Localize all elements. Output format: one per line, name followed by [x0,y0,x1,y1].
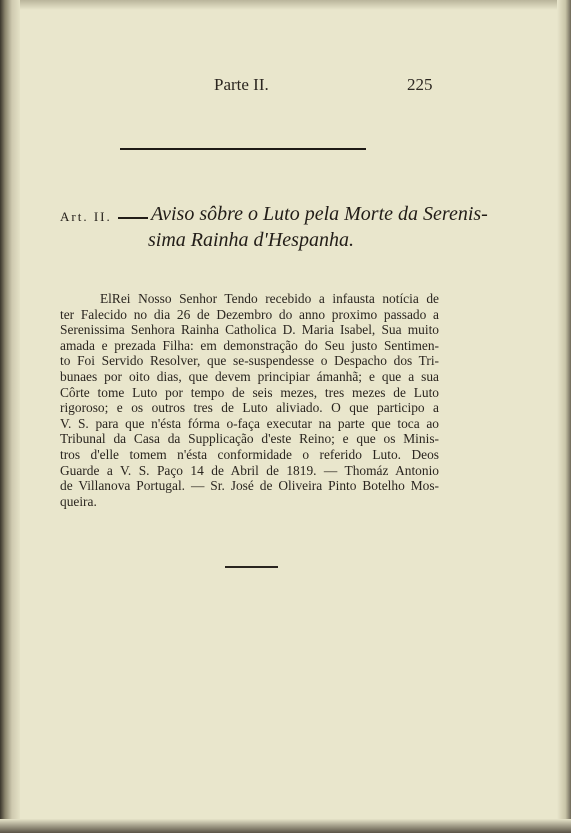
page-top-edge [20,0,571,10]
closing-rule [225,566,278,568]
page-bottom-edge [0,819,571,833]
article-label: Art. II. [60,209,112,224]
part-heading: Parte II. [214,75,269,94]
body-paragraph [60,291,439,509]
body-line: tros d'elle tomem n'ésta conformidade o referido Luto. Deos [60,446,439,462]
body-line: bunaes por oito dias, que devem principiar ámanhã; e que a sua [60,368,439,384]
body-line: de Villanova Portugal. — Sr. José de Oliveira Pinto Botelho Mos- [60,478,439,494]
body-line: ElRei Nosso Senhor Tendo recebido a infausta notícia de [100,291,439,306]
title-italic-line-1: Aviso sôbre o Luto pela Morte da Serenis- [151,203,488,225]
page-right-edge [557,0,571,833]
title-italic-line-2: sima Rainha d'Hespanha. [148,229,354,251]
title-dash [118,217,148,219]
page-number: 225 [407,75,433,94]
body-line: V. S. para que n'ésta fórma o-faça executar na parte que toca ao [60,415,439,431]
running-header [0,75,571,101]
body-line: Tribunal da Casa da Supplicação d'este Reino; e que os Minis- [60,431,439,447]
body-line: Guarde a V. S. Paço 14 de Abril de 1819. — Thomáz Antonio [60,462,439,478]
body-line: Côrte tome Luto por tempo de seis mezes, tres mezes de Luto [60,384,439,400]
body-line: ter Falecido no dia 26 de Dezembro do anno proximo passado a [60,306,439,322]
body-line: queira. [60,493,97,509]
body-line: rigoroso; e os outros tres de Luto aliviado. O que participo a [60,400,439,416]
body-line: to Foi Servido Resolver, que se-suspendesse o Despacho dos Tri- [60,353,439,369]
body-line: amada e prezada Filha: em demonstração do Seu justo Sentimen- [60,337,439,353]
book-binding-shadow [0,0,20,833]
body-line: Serenissima Senhora Rainha Catholica D. Maria Isabel, Sua muito [60,322,439,338]
header-rule [120,148,366,150]
